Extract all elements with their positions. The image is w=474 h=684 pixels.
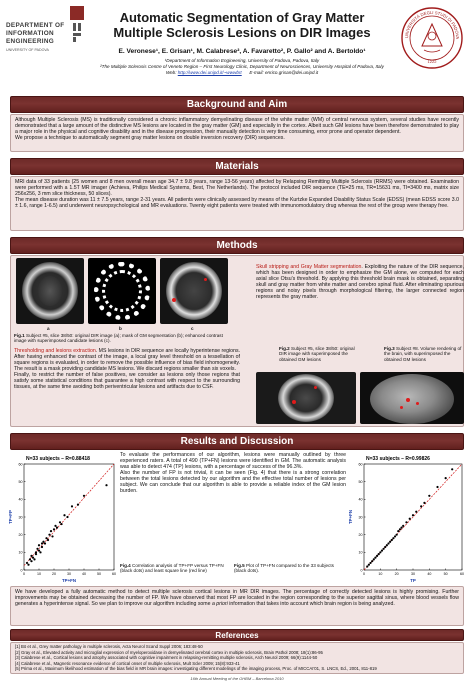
fig2-caption-label: Fig.2 — [279, 346, 290, 351]
fig3-caption — [384, 346, 464, 362]
data-point — [379, 551, 381, 553]
y-tick-label: 20 — [358, 532, 363, 537]
fig1-image-b — [88, 258, 156, 324]
data-point — [389, 541, 391, 543]
y-tick-label: 50 — [18, 479, 23, 484]
data-point — [56, 527, 58, 529]
data-point — [366, 565, 368, 567]
email-label: E-mail: — [249, 70, 264, 75]
data-point — [50, 530, 52, 532]
conclusion-text-end: information that takes into account which brain region is being analyzed. — [227, 601, 395, 607]
data-point — [369, 562, 371, 564]
fig1-image-c — [160, 258, 228, 324]
fig5-caption-label: Fig.5 — [234, 563, 245, 568]
dept-line3: ENGINEERING — [6, 38, 55, 45]
results-text-2: Also the number of FP is not trivial, it can be seen (Fig. 4) that there is a strong correlation between the total lesions detected by our algorithm and the effective total number of lesions per subject. We can conclude that our algorithm is able to provide a reliable index of the GM lesion burden. — [120, 470, 346, 494]
data-point — [384, 546, 386, 548]
data-point — [30, 555, 32, 557]
data-point — [51, 535, 53, 537]
background-text: Although Multiple Sclerosis (MS) is traditionally considered a chronic inflammatory demyelinating disease of the white matter (WM) of central nervous system, several studies have recently demonstrated that a large amount of the distinctive MS lesions are located in the gray matter (GM) and especially in the cortex. Albeit such GM lesions have been therefore demonstrated to play a major role in the physical and cognitive disability and in the disease progression, their manually detection is very time consuming, error prone and operator dependent. — [15, 117, 459, 135]
y-tick-label: 10 — [18, 550, 23, 555]
data-point — [83, 495, 85, 497]
data-point — [33, 558, 35, 560]
fig1-label-a: a — [47, 326, 50, 331]
data-point — [77, 504, 79, 506]
web-label: Web: — [165, 70, 177, 75]
data-point — [48, 534, 50, 536]
fig1-caption-text: Subject #5, slice 38/50: original DIR image (a); mask of GM segmentation (b); enhanced contrast image with superimposed candidate lesions (c). — [14, 333, 223, 344]
seal-text: UNIVERSITÀ DEGLI STUDI DI PADOVA — [403, 9, 461, 40]
x-tick-label: 50 — [443, 572, 448, 576]
x-tick-label: 40 — [82, 572, 86, 576]
data-point — [405, 521, 407, 523]
data-point — [378, 553, 380, 555]
data-point — [412, 514, 414, 516]
reference-item: [2] Gray et al., Elevated activity and microglial expression of myeloperoxidase in demyelinated cerebral cortex in multiple sclerosis, Brain Pathol 2008; 18(1):86-95 — [15, 649, 323, 655]
poster-title-line2: Multiple Sclerosis Lesions on DIR Images — [113, 25, 371, 40]
data-point — [409, 518, 411, 520]
data-point — [445, 477, 447, 479]
y-tick-label: 50 — [358, 479, 363, 484]
data-point — [376, 555, 378, 557]
background-panel — [10, 114, 464, 152]
data-point — [368, 564, 370, 566]
materials-text-1: MRI data of 33 patients (25 women and 8 men overall mean age 34.7 ± 9.8 years, range 13-56 years) affected by Relapsing Remitting Multiple Sclerosis (RRMS) were obtained. Examination were performed with a 1.5T MR imager (Achieva, Philips Medical Systems, Best, The Netherlands). The protocol included DIR sequence (TE=25 ms, TR=15631 ms, TI=3400 ms, matrix size 256x256, 3 mm slice thickness, 50 slices). — [15, 179, 459, 197]
y-tick-label: 60 — [18, 462, 23, 467]
background-header: Background and Aim — [10, 96, 464, 113]
dept-line4: UNIVERSITY OF PADOVA — [6, 48, 49, 52]
data-point — [44, 542, 46, 544]
fig1-caption-label: Fig.1 — [14, 333, 25, 338]
x-tick-label: 30 — [67, 572, 71, 576]
materials-panel — [10, 176, 464, 231]
x-tick-label: 0 — [23, 572, 25, 576]
data-point — [420, 505, 422, 507]
results-text-1: To evaluate the performances of our algorithm, lesions were manually outlined by three experienced raters. A total of 490 (TP+FN) lesions were identified in GM. The automatic analysis was able to detect 474 (TP) lesions, with a percentage of success of the 96.3%. — [120, 452, 346, 470]
fig5-caption — [234, 563, 344, 574]
dept-line1: DEPARTMENT OF — [6, 22, 65, 29]
conclusion-text-italic: a priori — [211, 601, 228, 607]
y-tick-label: 0 — [360, 568, 363, 573]
fig3-image — [360, 372, 464, 424]
references-panel — [10, 642, 464, 674]
data-point — [36, 548, 38, 550]
data-point — [27, 564, 29, 566]
data-point — [392, 537, 394, 539]
fig2-image — [256, 372, 356, 424]
footer-text: 16th Annual Meeting of the OHBM – Barcelona 2010 — [190, 676, 284, 681]
data-point — [105, 484, 107, 486]
affiliation-1: ¹Department of Information Engineering, University of Padova, Padova, Italy — [164, 58, 320, 63]
reference-item: [3] Calabrese et al., Cortical lesions and atrophy associated with cognitive impairment in relapsing-remitting multiple sclerosis, Arch Neurol 2009; 66(9):1144-50 — [15, 655, 318, 661]
x-tick-label: 10 — [37, 572, 41, 576]
chart-title: N=33 subjects – R=0.99826 — [366, 456, 430, 462]
data-point — [59, 521, 61, 523]
skull-stripping-text: . Exploiting the nature of the DIR sequence, which has been designed in order to emphasize the GM alone, we computed for each axial slice Otsu's threshold. By applying this threshold brain mask is obtained, separating skull and gray matter from white matter and cerebro spinal fluid. After eliminating spurious regions and noisy pixels through morphological filtering, the larger connected region represents the gray matter. — [256, 264, 464, 300]
background-aim: We propose a technique to automatically segment gray matter lesions on double inversion recovery (DIR) sequences. — [15, 135, 285, 141]
x-tick-label: 0 — [363, 572, 365, 576]
y-tick-label: 60 — [358, 462, 363, 467]
fig1-label-b: b — [119, 326, 122, 331]
fig5-caption-text: Plot of TP+FN compared to the 33 subjects (black dots). — [234, 563, 334, 574]
methods-header: Methods — [10, 237, 464, 254]
thresholding-text-2: Finally, to restrict the number of false positives, we consider as lesions only those regions that satisfy some statistical conditions that guarantee a high contrast with respect to the surrounding tissues, at the same time avoiding both periventricular lesions and artifacts due to CSF. — [14, 372, 240, 390]
reference-item: [5] Prima et al., Maximum likelihood estimation of the bias field in MR brain images: investigating different modelings of the imaging process, Proc. of MICCAI'01, S. LNCS, Ed., 2001, 811-819 — [15, 666, 377, 672]
x-axis-label: TP+FN — [61, 578, 77, 583]
data-point — [383, 548, 385, 550]
plot-area — [24, 464, 114, 570]
data-point — [415, 511, 417, 513]
y-axis-label: TP+FP — [8, 510, 13, 524]
fig1-image-a — [16, 258, 84, 324]
x-tick-label: 30 — [411, 572, 415, 576]
dei-symbol-icon — [70, 6, 84, 42]
materials-text-2: The mean disease duration was 11 ± 7.5 years, range 2-31 years. All patients were clinically assessed by means of the Kurtzke Expanded Disability Status Scale (EDSS) (mean EDSS score 3.0 ± 1.6, range 1-6.5) and underwent neuropsychological and MR evaluations. Twenty eight patients were treated with immunomodulatory drug whereas the rest of the group were therapy free. — [15, 197, 459, 209]
y-tick-label: 0 — [20, 568, 23, 573]
x-tick-label: 20 — [394, 572, 399, 576]
data-point — [402, 525, 404, 527]
materials-header: Materials — [10, 158, 464, 175]
data-point — [394, 535, 396, 537]
contact-line — [86, 70, 398, 75]
data-point — [38, 544, 40, 546]
fig5-scatter-chart — [348, 452, 466, 584]
data-point — [53, 528, 55, 530]
fig1-label-c: c — [191, 326, 194, 331]
data-point — [66, 516, 68, 518]
results-text-block — [120, 452, 346, 494]
x-tick-label: 10 — [378, 572, 383, 576]
data-point — [42, 541, 44, 543]
data-point — [47, 539, 49, 541]
thresholding-heading: Thresholding and lesions extraction — [14, 348, 96, 354]
data-point — [373, 558, 375, 560]
data-point — [41, 542, 43, 544]
x-tick-label: 60 — [112, 572, 116, 576]
data-point — [400, 527, 402, 529]
data-point — [397, 530, 399, 532]
data-point — [60, 523, 62, 525]
y-tick-label: 30 — [18, 515, 23, 520]
y-tick-label: 30 — [358, 515, 363, 520]
y-axis-label: TP+FN — [348, 509, 353, 525]
data-point — [436, 486, 438, 488]
y-tick-label: 40 — [18, 497, 23, 502]
fig2-caption-text: Subject #5, slice 38/50: original DIR image with superimposed the obtained GM lesions — [279, 346, 355, 362]
data-point — [39, 551, 41, 553]
conclusion-panel — [10, 586, 464, 626]
affiliation-2: ²The Multiple Sclerosis Centre of Veneto Region – First Neurology Clinic, Department of Neurosciences, University Hospital of Padova, Italy — [100, 64, 384, 69]
x-tick-label: 60 — [460, 572, 464, 576]
reference-item: [4] Calabrese et al., Magnetic resonance evidence of cortical onset of multiple sclerosis, Mult Scler 2009; 15(8):933-41 — [15, 660, 240, 666]
thresholding-text: . MS lesions in DIR sequence are locally hyperintense regions. After having enhanced the contrast of the image, a local gray level threshold on a tessellation of square regions is evaluated, in order to remove the possible influence of bias field inhomogeneity. The result is a mask providing candidate MS lesions. We discard regions smaller than six voxels. — [14, 348, 240, 372]
data-point — [26, 562, 28, 564]
data-point — [63, 514, 65, 516]
conclusion-text — [15, 589, 459, 607]
fig3-caption-text: Subject #8. Volume rendering of the brain, with superimposed the obtained GM lesions — [384, 346, 462, 362]
data-point — [35, 553, 37, 555]
thresholding-block — [14, 348, 240, 390]
data-point — [428, 495, 430, 497]
data-point — [71, 505, 73, 507]
skull-stripping-block — [256, 264, 464, 300]
y-tick-label: 40 — [358, 497, 363, 502]
data-point — [29, 558, 31, 560]
data-point — [41, 546, 43, 548]
x-axis-label: TP — [410, 578, 416, 583]
fig4-caption — [120, 563, 228, 574]
data-point — [38, 549, 40, 551]
data-point — [451, 468, 453, 470]
data-point — [381, 549, 383, 551]
data-point — [387, 542, 389, 544]
data-point — [54, 525, 56, 527]
chart-title: N=33 subjects – R=0.88418 — [26, 456, 90, 462]
x-tick-label: 50 — [97, 572, 101, 576]
references-header: References — [10, 629, 464, 641]
authors: E. Veronese¹, E. Grisan¹, M. Calabrese², A. Favaretto², P. Gallo² and A. Bertoldo¹ — [118, 48, 366, 55]
dept-line2: INFORMATION — [6, 30, 54, 37]
email-address[interactable]: enrico.grisan@dei.unipd.it — [264, 70, 319, 75]
skull-stripping-heading: Skull stripping and Gray Matter segmentation — [256, 264, 362, 270]
results-header: Results and Discussion — [10, 433, 464, 450]
university-seal-icon — [400, 6, 464, 70]
fig2-caption — [279, 346, 363, 362]
fig3-caption-label: Fig.3 — [384, 346, 395, 351]
seal-year: 1222 — [427, 59, 437, 64]
y-tick-label: 20 — [18, 532, 23, 537]
x-tick-label: 20 — [52, 572, 56, 576]
data-point — [30, 560, 32, 562]
web-url[interactable]: http://www.dei.unipd.it/~wwwbrt — [177, 70, 242, 75]
poster-title-line1: Automatic Segmentation of Gray Matter — [119, 10, 365, 25]
data-point — [423, 502, 425, 504]
references-list — [15, 644, 459, 672]
data-point — [45, 537, 47, 539]
data-point — [374, 557, 376, 559]
fig4-scatter-chart — [8, 452, 118, 584]
data-point — [396, 534, 398, 536]
data-point — [391, 539, 393, 541]
x-tick-label: 40 — [427, 572, 432, 576]
fig4-caption-label: Fig.4 — [120, 563, 131, 568]
conclusion-text-main: We have developed a fully automatic method to detect multiple sclerosis cortical lesions in MR DIR images. The percentage of correctly detected lesions is highly promising. Further improvements may be obtained decreasing the number of FP. We have observed that most FP are located in the region corresponding to the superior sagittal sinus, where blood vessels flow generates a hyperintense signal. So we plan to improve our algorithm including some — [15, 589, 459, 607]
reference-item: [1] Bö et al., Grey matter pathology in multiple sclerosis, Acta Neurol Scand Suppl 2006; 183:48-50 — [15, 644, 203, 649]
y-tick-label: 10 — [358, 550, 363, 555]
data-point — [399, 528, 401, 530]
data-point — [371, 560, 373, 562]
fig1-caption — [14, 333, 234, 344]
data-point — [32, 557, 34, 559]
data-point — [386, 544, 388, 546]
fig4-caption-text: Correlation analysis of TP+FP versus TP+FN (black dots) and least square line (red line) — [120, 563, 224, 574]
